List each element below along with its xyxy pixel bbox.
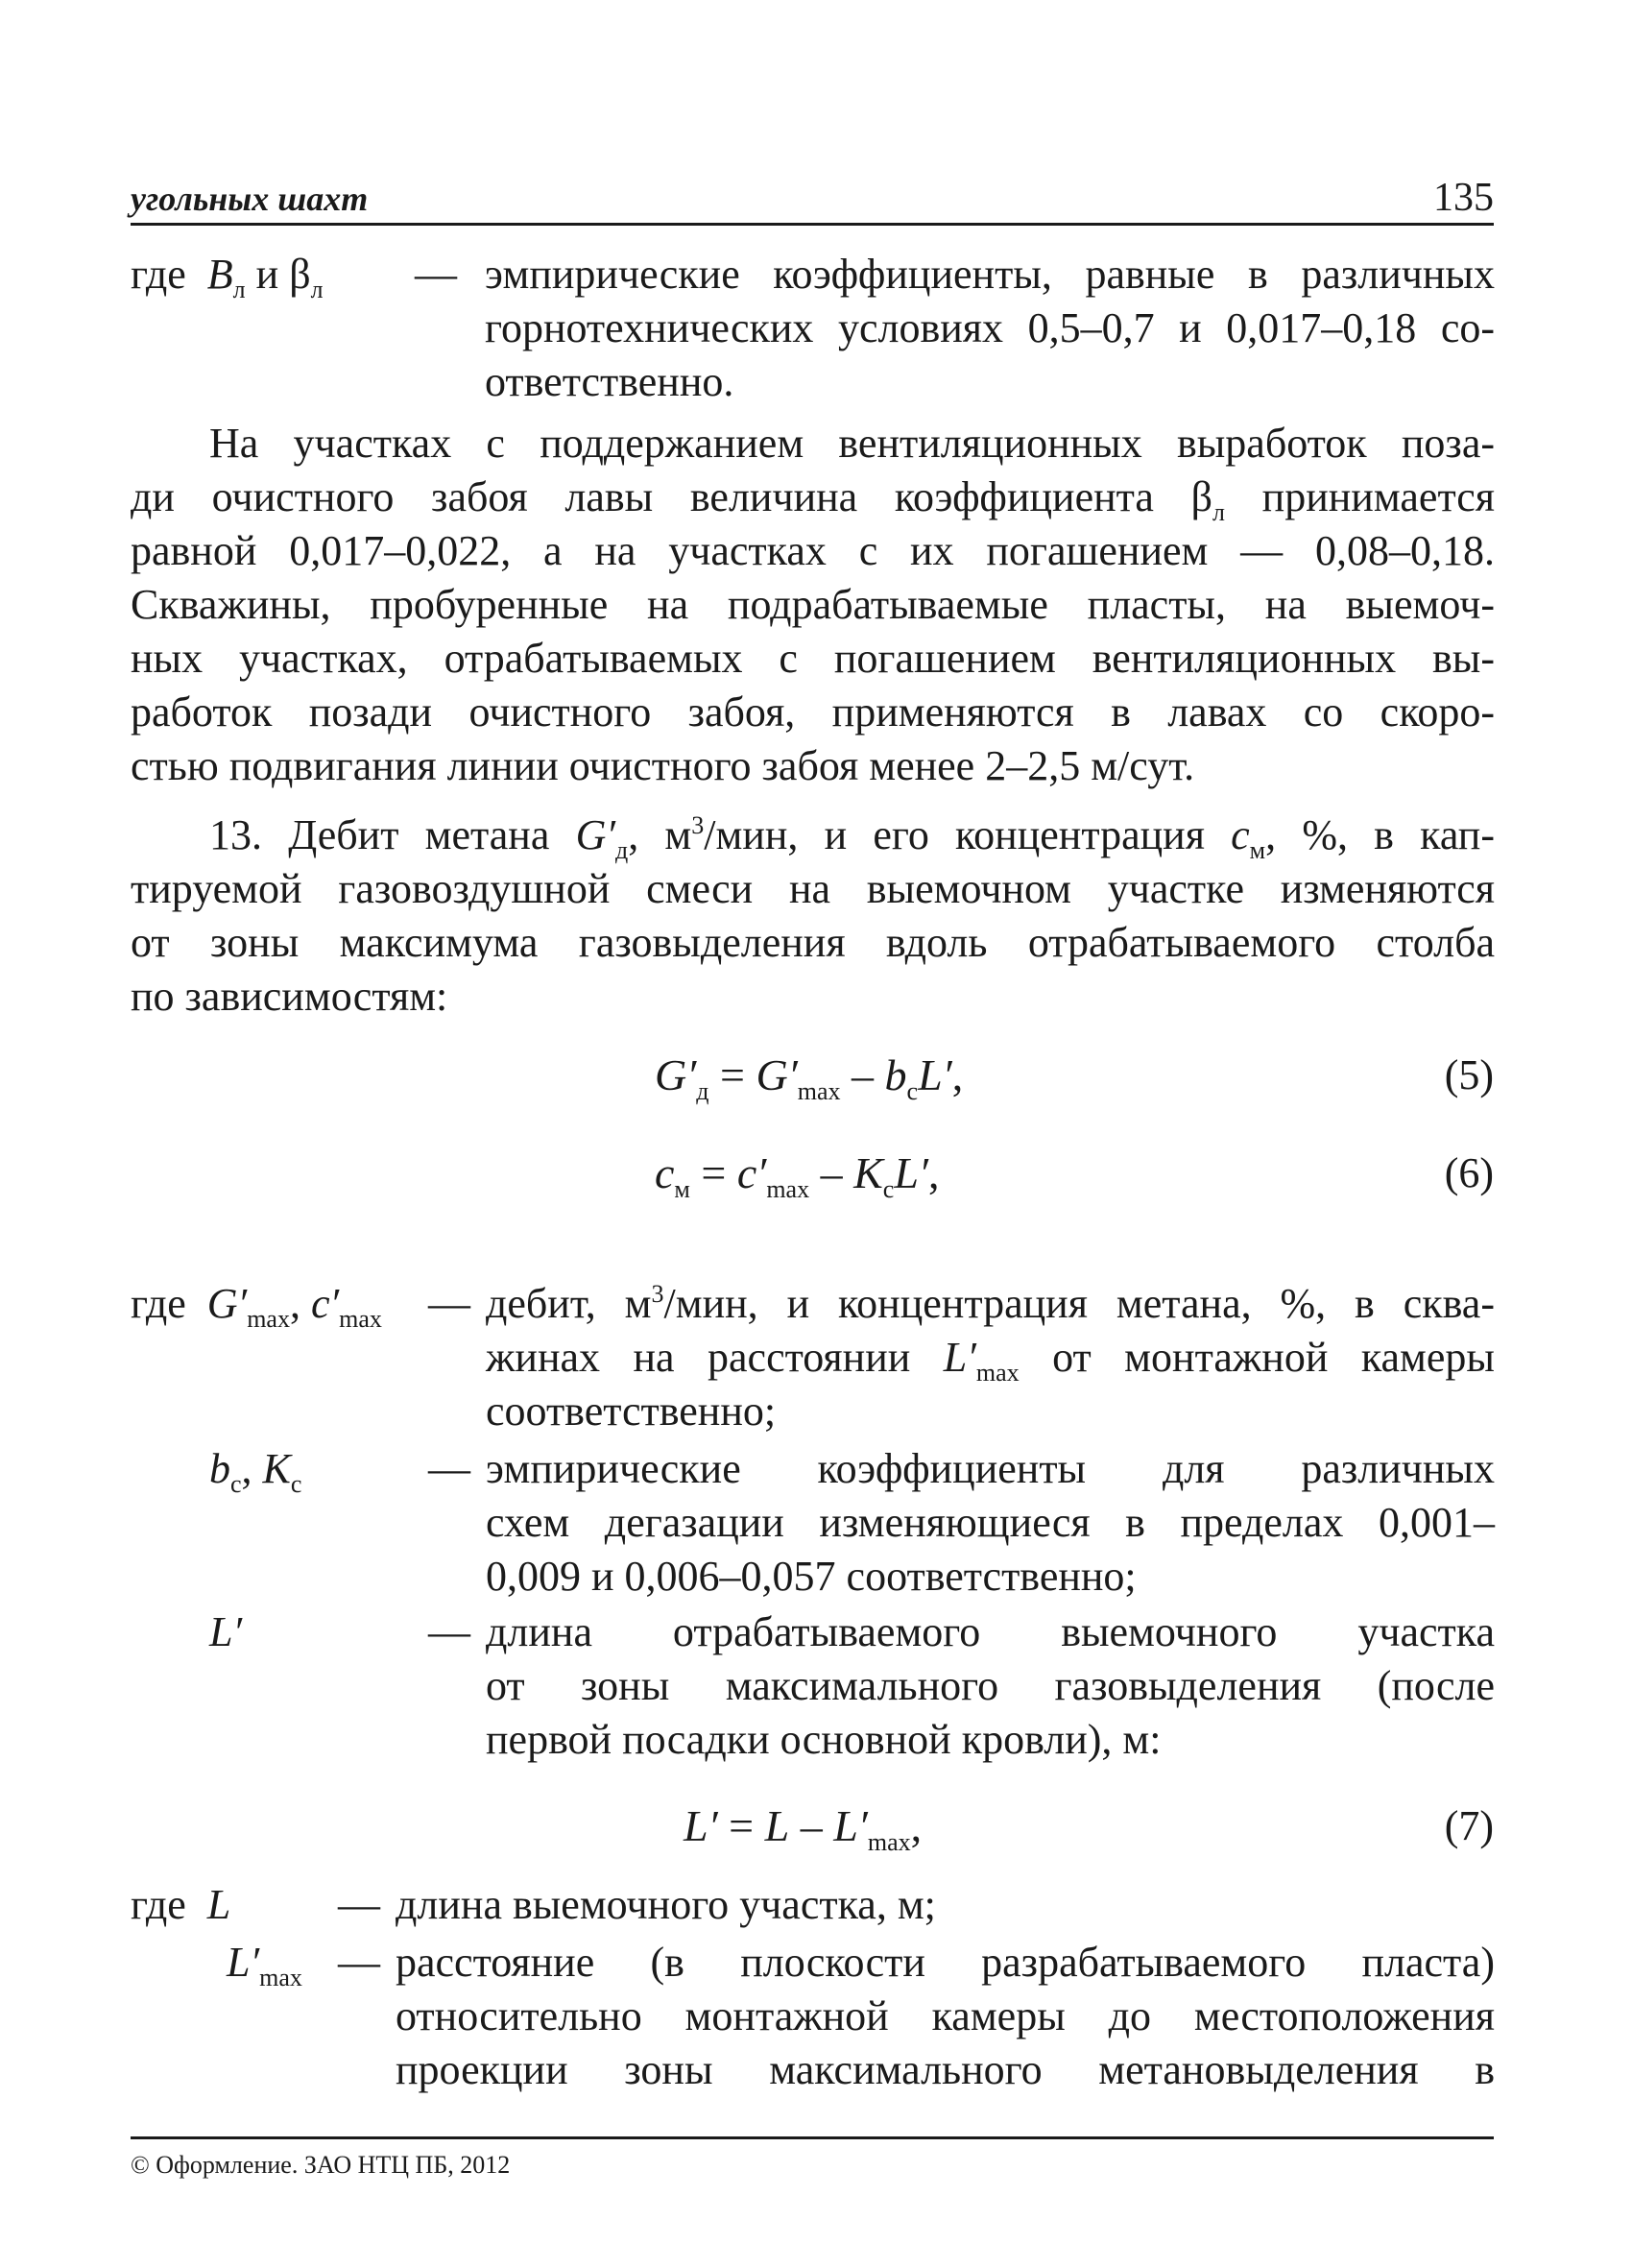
paragraph-line: ди очистного забоя лавы величина коэффициента $\beta_л$ принимается — [131, 473, 1495, 526]
page-number: 135 — [1433, 176, 1494, 220]
definition-dash: — — [415, 251, 457, 298]
paragraph-line: стью подвигания линии очистного забоя менее 2–2,5 м/сут. — [131, 742, 1195, 789]
definition-line: проекции зоны максимального метановыделения в — [396, 2046, 1495, 2093]
definition-line: расстояние (в плоскости разрабатываемого пласта) — [396, 1939, 1495, 1986]
equation-6: $c_м = c'_{max} - K_сL'$, — [655, 1148, 940, 1203]
equation-7: $L' = L - L'_{max}$, — [684, 1801, 923, 1856]
running-title: угольных шахт — [131, 180, 369, 218]
definition-dash: — — [428, 1280, 470, 1327]
definition-line: ответственно. — [485, 358, 734, 405]
definition-line: схем дегазации изменяющиеся в пределах 0,001– — [486, 1499, 1495, 1546]
definition-line: 0,009 и 0,006–0,057 соответственно; — [486, 1553, 1137, 1600]
definition-line: соответственно; — [486, 1387, 777, 1435]
definition-symbols: где $G'_{max}$, $c'_{max}$ — [131, 1280, 382, 1333]
paragraph-line: 13. Дебит метана $G'_д$, $м^3$/мин, и его концентрация $c_м$, %, в кап- — [209, 811, 1495, 864]
definition-symbols: $b_с$, $K_с$ — [209, 1445, 302, 1498]
definition-line: дебит, $м^3$/мин, и концентрация метана, %, в сква- — [486, 1280, 1495, 1327]
definition-line: длина отрабатываемого выемочного участка — [486, 1608, 1495, 1655]
definition-symbols: L′ — [209, 1608, 243, 1655]
definition-symbols: $L'_{max}$ — [227, 1939, 302, 1991]
copyright-text: © Оформление. ЗАО НТЦ ПБ, 2012 — [131, 2151, 511, 2179]
definition-symbols: где L — [131, 1881, 231, 1928]
paragraph-line: На участках с поддержанием вентиляционных выработок поза- — [209, 420, 1495, 467]
paragraph-2 — [131, 808, 1495, 1024]
definition-dash: — — [428, 1608, 470, 1655]
equation-number: (6) — [1444, 1149, 1494, 1196]
paragraph-1 — [131, 417, 1495, 793]
equation-number: (5) — [1444, 1051, 1494, 1098]
paragraph-line: равной 0,017–0,022, а на участках с их погашением — 0,08–0,18. — [131, 527, 1495, 574]
definition-line: эмпирические коэффициенты, равные в различных — [485, 251, 1495, 298]
paragraph-line: ных участках, отрабатываемых с погашением вентиляционных вы- — [131, 635, 1495, 682]
running-header — [131, 173, 1494, 226]
definition-dash: — — [338, 1881, 380, 1928]
definition-line: горнотехнических условиях 0,5–0,7 и 0,017–0,18 со- — [485, 304, 1495, 351]
equation-number: (7) — [1444, 1802, 1494, 1849]
definition-symbols: где $В_л$ и $\beta_л$ — [131, 251, 324, 303]
equation-5: $G'_д = G'_{max} - b_сL'$, — [655, 1050, 964, 1105]
definition-dash: — — [428, 1445, 470, 1492]
definition-line: жинах на расстоянии $L'_{max}$ от монтажной камеры — [486, 1334, 1495, 1387]
paragraph-line: тируемой газовоздушной смеси на выемочном участке изменяются — [131, 865, 1495, 912]
definition-line: длина выемочного участка, м; — [396, 1881, 936, 1928]
paragraph-line: работок позади очистного забоя, применяются в лавах со скоро- — [131, 688, 1495, 736]
paragraph-line: по зависимостям: — [131, 973, 448, 1020]
page-footer — [131, 2136, 1494, 2180]
paragraph-line: от зоны максимума газовыделения вдоль отрабатываемого столба — [131, 919, 1495, 966]
definition-dash: — — [338, 1939, 380, 1986]
definition-line: первой посадки основной кровли), м: — [486, 1716, 1162, 1763]
paragraph-line: Скважины, пробуренные на подрабатываемые пласты, на выемоч- — [131, 581, 1495, 628]
definition-line: эмпирические коэффициенты для различных — [486, 1445, 1495, 1492]
definition-line: относительно монтажной камеры до местоположения — [396, 1992, 1495, 2039]
definition-line: от зоны максимального газовыделения (после — [486, 1662, 1495, 1709]
